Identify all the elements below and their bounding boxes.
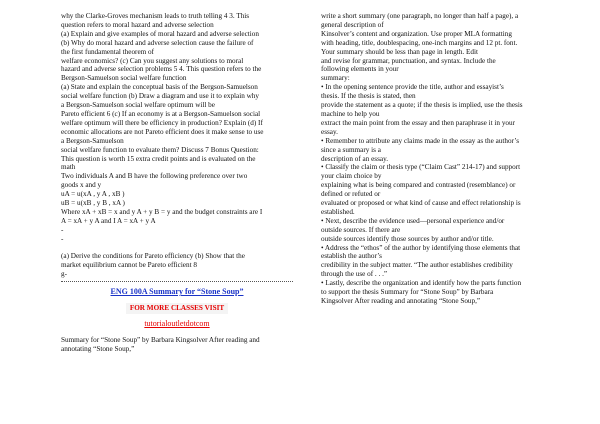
promo-banner: FOR MORE CLASSES VISIT xyxy=(126,303,228,314)
right-column xyxy=(321,12,557,306)
text-line: machine to help you xyxy=(321,109,380,118)
summary-heading-block xyxy=(61,286,293,336)
text-line: g- xyxy=(61,270,67,279)
text-line: write a short summary (one paragraph, no longer than half a page), a xyxy=(321,12,519,20)
left-bottom-text xyxy=(61,336,293,354)
text-line: Kinsolver’s content and organization. Use proper MLA formatting xyxy=(321,29,512,38)
text-line: thesis. If the thesis is stated, then xyxy=(321,92,416,101)
text-line: provide the statement as a quote; if the thesis is implied, use the thesis xyxy=(321,101,523,110)
text-line: Pareto efficient 6 (c) If an economy is at a Bergson-Samuelson social xyxy=(61,109,261,118)
text-line: • Lastly, describe the organization and identify how the parts function xyxy=(321,279,522,288)
text-line: summary: xyxy=(321,74,350,83)
text-line: the first fundamental theorem of xyxy=(61,47,155,56)
text-line: general description of xyxy=(321,20,384,29)
text-line: uA = u(xA , y A , xB ) xyxy=(61,190,125,199)
text-line: uB = u(xB , y B , xA ) xyxy=(61,199,125,208)
text-line: explaining what is being compared and contrasted (resemblance) or xyxy=(321,181,516,190)
text-line: with heading, title, doublespacing, one-inch margins and 12 pt. font. xyxy=(321,38,518,47)
text-line: social welfare function (b) Draw a diagram and use it to explain why xyxy=(61,92,259,101)
text-line: (b) Why do moral hazard and adverse selection cause the failure of xyxy=(61,38,254,47)
text-line: defined or refuted or xyxy=(321,190,381,199)
text-line: Two individuals A and B have the following preference over two xyxy=(61,172,248,181)
text-line: market equilibrium cannot be Pareto efficient 8 xyxy=(61,261,197,270)
text-line: A = xA + y A and I A = xA + y A xyxy=(61,216,156,225)
text-line: This question is worth 15 extra credit points and is evaluated on the xyxy=(61,154,256,163)
text-line: economic allocations are not Pareto efficient does it make sense to use xyxy=(61,127,264,136)
text-line: a Bergson-Samuelson social welfare optimum will be xyxy=(61,101,215,110)
text-line: Summary for “Stone Soup” by Barbara Kingsolver After reading and xyxy=(61,335,260,344)
text-line: question refers to moral hazard and adverse selection xyxy=(61,20,214,29)
text-line: Bergson-Samuelson social welfare function xyxy=(61,74,187,83)
text-line: Where xA + xB = x and y A + y B = y and the budget constraints are I xyxy=(61,207,263,216)
text-line: hazard and adverse selection problems 5 4. This question refers to the xyxy=(61,65,262,74)
text-line: • Remember to attribute any claims made in the essay as the author’s xyxy=(321,136,519,145)
text-line: Your summary should be less than page in length. Edit xyxy=(321,47,478,56)
text-line: why the Clarke-Groves mechanism leads to truth telling 4 3. This xyxy=(61,12,250,20)
text-line: and revise for grammar, punctuation, and syntax. Include the xyxy=(321,56,496,65)
section-divider xyxy=(61,281,293,282)
text-line: essay. xyxy=(321,127,338,136)
summary-heading[interactable]: ENG 100A Summary for “Stone Soup” xyxy=(110,287,244,297)
text-line: establish the author’s xyxy=(321,252,382,261)
text-line: outside sources identify those sources by author and/or title. xyxy=(321,234,494,243)
text-line: outside sources. If there are xyxy=(321,225,401,234)
text-line: • Address the “ethos” of the author by identifying those elements that xyxy=(321,243,521,252)
text-line: credibility in the subject matter. “The author establishes credibility xyxy=(321,261,513,270)
text-line: evaluated or proposed or what kind of cause and effect relationship is xyxy=(321,199,521,208)
text-line: goods x and y xyxy=(61,181,102,190)
text-line: a Bergson-Samuelson xyxy=(61,136,124,145)
text-line: through the use of . . .” xyxy=(321,270,388,279)
text-line: social welfare function to evaluate them? Discuss 7 Bonus Question: xyxy=(61,145,259,154)
text-line: (a) State and explain the conceptual basis of the Bergson-Samuelson xyxy=(61,83,258,92)
text-line: (a) Explain and give examples of moral hazard and adverse selection xyxy=(61,29,259,38)
text-line: extract the main point from the essay and then paraphrase it in your xyxy=(321,118,515,127)
text-line: • In the opening sentence provide the title, author and essayist’s xyxy=(321,83,504,92)
text-line: (a) Derive the conditions for Pareto efficiency (b) Show that the xyxy=(61,252,245,261)
text-line: Kingsolver After reading and annotating “Stone Soup,” xyxy=(321,297,481,305)
text-line: welfare economics? (c) Can you suggest any solutions to moral xyxy=(61,56,244,65)
text-line: established. xyxy=(321,207,355,216)
text-line: following elements in your xyxy=(321,65,399,74)
text-line: annotating “Stone Soup,” xyxy=(61,344,135,353)
text-line: • Next, describe the evidence used—personal experience and/or xyxy=(321,216,505,225)
blank-line xyxy=(61,244,293,253)
text-line: - xyxy=(61,225,64,234)
text-line: since a summary is a xyxy=(321,145,381,154)
promo-link[interactable]: tutorialoutletdotcom xyxy=(144,319,210,329)
text-line: welfare optimum will there be efficiency in production? Explain (d) If xyxy=(61,118,263,127)
left-top-text xyxy=(61,12,293,279)
text-line: to support the thesis Summary for “Stone Soup” by Barbara xyxy=(321,288,494,297)
text-line: - xyxy=(61,234,64,243)
text-line: math xyxy=(61,163,76,172)
text-line: description of an essay. xyxy=(321,154,388,163)
text-line: your claim choice by xyxy=(321,172,382,181)
left-column xyxy=(61,12,293,354)
text-line: • Classify the claim or thesis type (“Claim Cast” 214-17) and support xyxy=(321,163,521,172)
